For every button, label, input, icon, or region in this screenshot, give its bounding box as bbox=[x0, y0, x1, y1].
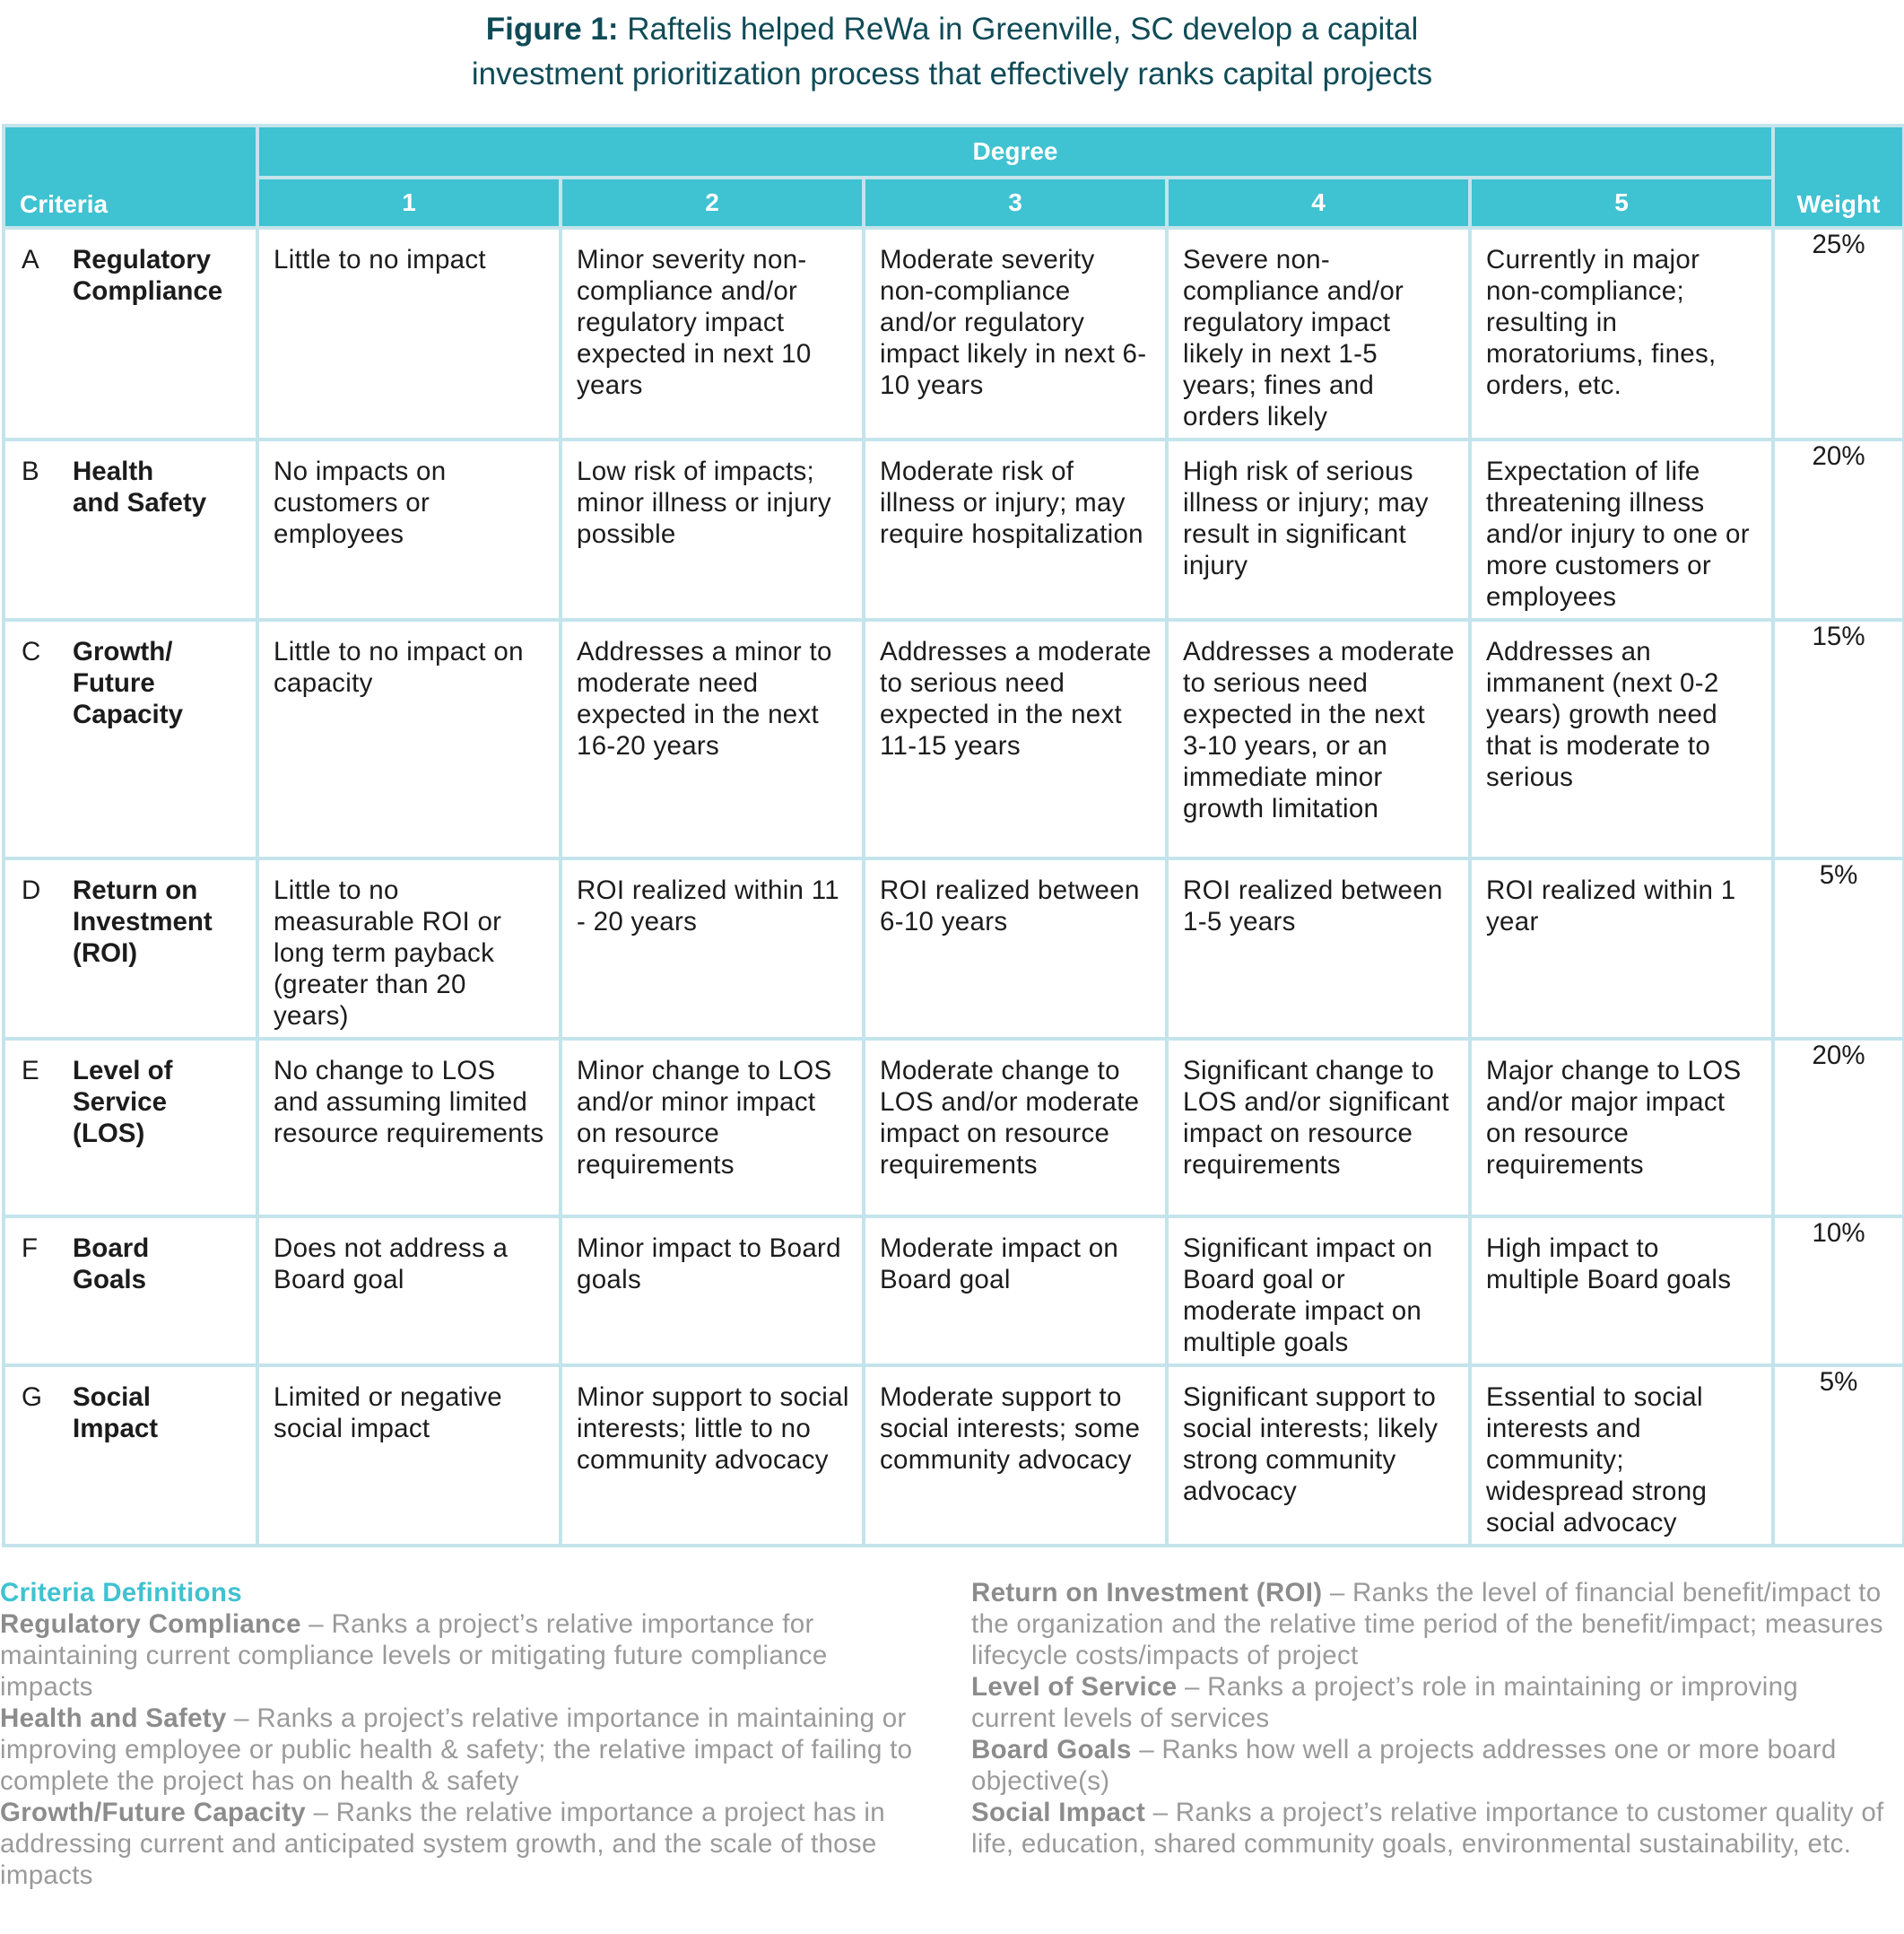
criteria-cell bbox=[4, 1365, 257, 1546]
criteria-letter: B bbox=[22, 457, 39, 486]
criteria-name-line: Capacity bbox=[73, 700, 183, 729]
criteria-letter: D bbox=[22, 876, 41, 905]
criteria-letter: A bbox=[22, 245, 39, 274]
definition-separator: – bbox=[305, 1798, 336, 1827]
definition-separator: – bbox=[226, 1703, 257, 1733]
weight-cell: 20% bbox=[1773, 440, 1904, 620]
criteria-name bbox=[73, 244, 222, 307]
degree-description: Expectation of life threatening illness and/or injury to one or more customers or employees bbox=[1486, 457, 1750, 612]
degree-3-cell bbox=[864, 858, 1167, 1039]
definitions-heading: Criteria Definitions bbox=[0, 1578, 242, 1607]
degree-description: Significant support to social interests; likely strong community advocacy bbox=[1183, 1382, 1439, 1506]
degree-description: ROI realized within 11 - 20 years bbox=[577, 876, 839, 937]
degree-4-cell bbox=[1167, 440, 1470, 620]
criteria-name bbox=[73, 1233, 149, 1295]
degree-3-cell bbox=[864, 1039, 1167, 1216]
degree-3-cell bbox=[864, 1216, 1167, 1365]
criteria-row bbox=[4, 858, 1904, 1039]
criteria-name bbox=[73, 456, 206, 518]
definition-item bbox=[0, 1608, 915, 1703]
degree-4-cell bbox=[1167, 620, 1470, 858]
degree-description: Moderate impact on Board goal bbox=[880, 1233, 1119, 1294]
definition-term: Regulatory Compliance bbox=[0, 1609, 301, 1639]
criteria-header: Criteria bbox=[4, 126, 257, 228]
definition-item bbox=[0, 1797, 915, 1891]
degree-2-cell bbox=[561, 228, 864, 440]
criteria-name-line: (LOS) bbox=[73, 1119, 145, 1148]
degree-description: Minor support to social interests; little to no community advocacy bbox=[577, 1382, 849, 1475]
degree-description: Moderate change to LOS and/or moderate impact on resource requirements bbox=[880, 1056, 1140, 1180]
criteria-name bbox=[73, 1381, 158, 1444]
degree-description: High impact to multiple Board goals bbox=[1486, 1233, 1732, 1294]
prioritization-table bbox=[2, 124, 1904, 1547]
criteria-name-line: Board bbox=[73, 1233, 150, 1263]
criteria-letter: E bbox=[22, 1056, 39, 1085]
criteria-row bbox=[4, 1365, 1904, 1546]
degree-5-header: 5 bbox=[1470, 178, 1773, 228]
degree-4-cell bbox=[1167, 1039, 1470, 1216]
criteria-name-line: Regulatory bbox=[73, 245, 212, 274]
figure-label: Figure 1: bbox=[485, 12, 619, 47]
criteria-cell bbox=[4, 858, 257, 1039]
degree-2-cell bbox=[561, 1039, 864, 1216]
definition-item bbox=[971, 1797, 1886, 1860]
criteria-name-line: Goals bbox=[73, 1265, 146, 1294]
degree-description: ROI realized between 1-5 years bbox=[1183, 876, 1443, 937]
definition-text: Ranks how well a projects addresses one or more board objective(s) bbox=[971, 1735, 1837, 1796]
figure-title-line-1 bbox=[0, 7, 1904, 52]
degree-description: Major change to LOS and/or major impact on resource requirements bbox=[1486, 1056, 1742, 1180]
criteria-letter: G bbox=[22, 1382, 42, 1412]
degree-2-cell bbox=[561, 1365, 864, 1546]
degree-3-cell bbox=[864, 620, 1167, 858]
criteria-row bbox=[4, 620, 1904, 858]
degree-description: No change to LOS and assuming limited resource requirements bbox=[274, 1056, 544, 1148]
definition-separator: – bbox=[300, 1609, 332, 1639]
criteria-row bbox=[4, 1216, 1904, 1365]
criteria-cell bbox=[4, 1039, 257, 1216]
definition-separator: – bbox=[1131, 1735, 1162, 1764]
weight-cell: 25% bbox=[1773, 228, 1904, 440]
degree-1-cell bbox=[257, 1365, 561, 1546]
degree-4-cell bbox=[1167, 1216, 1470, 1365]
criteria-name-line: and Safety bbox=[73, 488, 207, 518]
degree-description: Moderate severity non-compliance and/or regulatory impact likely in next 6-10 years bbox=[880, 245, 1147, 400]
degree-description: High risk of serious illness or injury; may result in significant injury bbox=[1183, 457, 1429, 580]
degree-description: Significant impact on Board goal or moderate impact on multiple goals bbox=[1183, 1233, 1433, 1357]
degree-description: Minor impact to Board goals bbox=[577, 1233, 841, 1294]
weight-header: Weight bbox=[1773, 126, 1904, 228]
degree-5-cell bbox=[1470, 1039, 1773, 1216]
definition-term: Level of Service bbox=[971, 1672, 1178, 1702]
degree-description: Does not address a Board goal bbox=[274, 1233, 509, 1294]
weight-cell: 10% bbox=[1773, 1216, 1904, 1365]
definition-item bbox=[971, 1577, 1886, 1671]
criteria-cell bbox=[4, 228, 257, 440]
criteria-letter: F bbox=[22, 1233, 39, 1263]
weight-cell: 20% bbox=[1773, 1039, 1904, 1216]
degree-1-cell bbox=[257, 858, 561, 1039]
degree-description: Low risk of impacts; minor illness or injury possible bbox=[577, 457, 831, 549]
definition-text: Ranks the relative importance a project has in addressing current and anticipated system growth, and the scale of those impacts bbox=[0, 1798, 885, 1890]
degree-description: Moderate support to social interests; some community advocacy bbox=[880, 1382, 1141, 1475]
definition-separator: – bbox=[1322, 1578, 1353, 1607]
degree-2-cell bbox=[561, 1216, 864, 1365]
degree-description: Addresses a moderate to serious need expected in the next 3-10 years, or an immediate minor growth limitation bbox=[1183, 637, 1455, 823]
definition-item bbox=[0, 1703, 915, 1797]
degree-5-cell bbox=[1470, 1216, 1773, 1365]
degree-description: ROI realized between 6-10 years bbox=[880, 876, 1140, 937]
degree-description: Currently in major non-compliance; resulting in moratoriums, fines, orders, etc. bbox=[1486, 245, 1717, 400]
criteria-name-line: (ROI) bbox=[73, 938, 138, 968]
degree-description: Limited or negative social impact bbox=[274, 1382, 502, 1443]
degree-1-cell bbox=[257, 1039, 561, 1216]
figure-title-text-1: Raftelis helped ReWa in Greenville, SC develop a capital bbox=[627, 12, 1419, 47]
criteria-name-line: Level of bbox=[73, 1056, 173, 1085]
criteria-row bbox=[4, 440, 1904, 620]
definition-term: Health and Safety bbox=[0, 1703, 227, 1733]
criteria-name-line: Growth/ bbox=[73, 637, 173, 666]
degree-description: Severe non-compliance and/or regulatory impact likely in next 1-5 years; fines and orders likely bbox=[1183, 245, 1404, 431]
definition-term: Return on Investment (ROI) bbox=[971, 1578, 1323, 1607]
criteria-letter: C bbox=[22, 637, 41, 666]
degree-3-cell bbox=[864, 1365, 1167, 1546]
criteria-name-line: Health bbox=[73, 457, 154, 486]
criteria-name-line: Social bbox=[73, 1382, 151, 1412]
weight-cell: 15% bbox=[1773, 620, 1904, 858]
degree-description: Little to no impact on capacity bbox=[274, 637, 524, 698]
degree-3-header: 3 bbox=[864, 178, 1167, 228]
degree-5-cell bbox=[1470, 440, 1773, 620]
degree-5-cell bbox=[1470, 1365, 1773, 1546]
degree-5-cell bbox=[1470, 228, 1773, 440]
degree-description: Minor severity non-compliance and/or regulatory impact expected in next 10 years bbox=[577, 245, 812, 400]
definition-separator: – bbox=[1177, 1672, 1208, 1702]
definitions-left bbox=[0, 1577, 915, 1891]
degree-1-cell bbox=[257, 1216, 561, 1365]
degree-2-cell bbox=[561, 858, 864, 1039]
degree-description: Significant change to LOS and/or significant impact on resource requirements bbox=[1183, 1056, 1449, 1180]
weight-cell: 5% bbox=[1773, 1365, 1904, 1546]
degree-description: ROI realized within 1 year bbox=[1486, 876, 1736, 937]
definition-text: Ranks the level of financial benefit/impact to the organization and the relative time period of the benefit/impact; measures lifecycle costs/impacts of project bbox=[971, 1578, 1883, 1670]
criteria-row bbox=[4, 228, 1904, 440]
criteria-name-line: Investment bbox=[73, 907, 213, 937]
degree-2-cell bbox=[561, 440, 864, 620]
degree-2-cell bbox=[561, 620, 864, 858]
definition-text: Ranks a project’s role in maintaining or improving current levels of services bbox=[971, 1672, 1798, 1733]
criteria-cell bbox=[4, 620, 257, 858]
degree-description: Addresses a minor to moderate need expected in the next 16-20 years bbox=[577, 637, 832, 761]
degree-header: Degree bbox=[257, 126, 1773, 178]
figure-title bbox=[0, 7, 1904, 97]
criteria-name bbox=[73, 875, 213, 969]
criteria-cell bbox=[4, 1216, 257, 1365]
degree-description: Little to no impact bbox=[274, 245, 486, 274]
degree-2-header: 2 bbox=[561, 178, 864, 228]
criteria-name-line: Future bbox=[73, 668, 155, 698]
degree-5-cell bbox=[1470, 620, 1773, 858]
degree-1-cell bbox=[257, 620, 561, 858]
criteria-name-line: Service bbox=[73, 1087, 167, 1117]
degree-4-cell bbox=[1167, 228, 1470, 440]
degree-3-cell bbox=[864, 228, 1167, 440]
degree-1-cell bbox=[257, 228, 561, 440]
degree-5-cell bbox=[1470, 858, 1773, 1039]
criteria-cell bbox=[4, 440, 257, 620]
degree-3-cell bbox=[864, 440, 1167, 620]
definition-term: Growth/Future Capacity bbox=[0, 1798, 306, 1827]
degree-description: Essential to social interests and community; widespread strong social advocacy bbox=[1486, 1382, 1708, 1538]
degree-1-header: 1 bbox=[257, 178, 561, 228]
definition-text: Ranks a project’s relative importance for maintaining current compliance levels or mitigating future compliance impacts bbox=[0, 1609, 828, 1702]
criteria-name-line: Compliance bbox=[73, 276, 223, 306]
degree-4-cell bbox=[1167, 858, 1470, 1039]
criteria-name-line: Impact bbox=[73, 1414, 159, 1443]
definition-term: Social Impact bbox=[971, 1798, 1146, 1827]
weight-cell: 5% bbox=[1773, 858, 1904, 1039]
criteria-row bbox=[4, 1039, 1904, 1216]
criteria-name-line: Return on bbox=[73, 876, 198, 905]
criteria-name bbox=[73, 1055, 172, 1149]
definitions-right bbox=[971, 1577, 1886, 1860]
degree-description: Moderate risk of illness or injury; may require hospitalization bbox=[880, 457, 1143, 549]
degree-4-header: 4 bbox=[1167, 178, 1470, 228]
definition-separator: – bbox=[1145, 1798, 1176, 1827]
definition-text: Ranks a project’s relative importance in maintaining or improving employee or public health & safety; the relative impact of failing to complete the project has on health & safety bbox=[0, 1703, 913, 1796]
degree-4-cell bbox=[1167, 1365, 1470, 1546]
definition-term: Board Goals bbox=[971, 1735, 1132, 1764]
definition-item bbox=[971, 1734, 1886, 1797]
criteria-name bbox=[73, 636, 183, 730]
degree-description: No impacts on customers or employees bbox=[274, 457, 447, 549]
degree-description: Little to no measurable ROI or long term payback (greater than 20 years) bbox=[274, 876, 502, 1031]
figure-title-line-2: investment prioritization process that effectively ranks capital projects bbox=[471, 57, 1433, 91]
definition-item bbox=[971, 1671, 1886, 1734]
degree-description: Addresses a moderate to serious need expected in the next 11-15 years bbox=[880, 637, 1152, 761]
degree-1-cell bbox=[257, 440, 561, 620]
degree-description: Minor change to LOS and/or minor impact on resource requirements bbox=[577, 1056, 832, 1180]
degree-description: Addresses an immanent (next 0-2 years) growth need that is moderate to serious bbox=[1486, 637, 1719, 792]
definition-text: Ranks a project’s relative importance to customer quality of life, education, shared community goals, environmental sustainability, etc. bbox=[971, 1798, 1884, 1859]
